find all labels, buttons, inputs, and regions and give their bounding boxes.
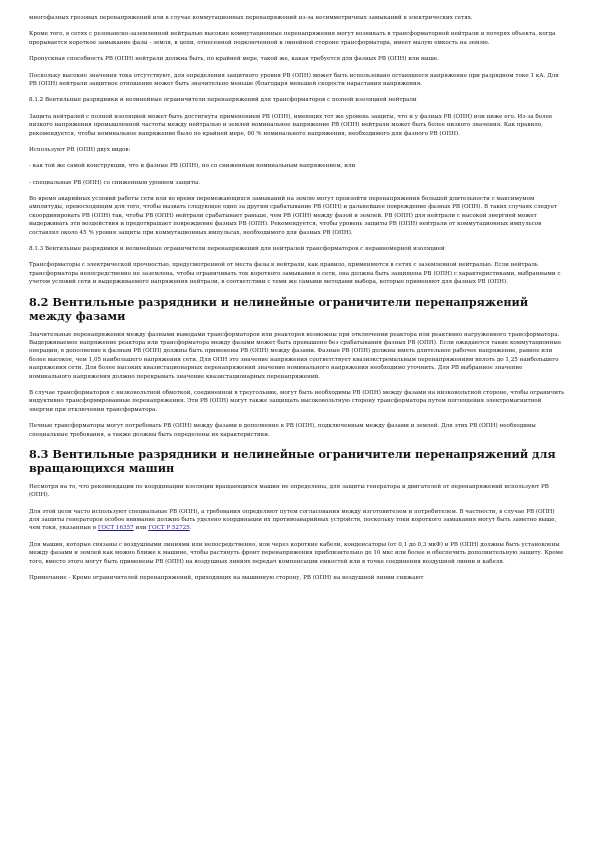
gost-52725-link[interactable]: ГОСТ P 52725 [148,525,190,532]
list-item: - как той же самой конструкции, что и фазные РВ (ОПН), но со сниженным номинальным напряжением, или [29,163,356,170]
paragraph: В случае трансформаторов с низковольтной обмоткой, соединенной в треугольник, могут быть необходимы РВ (ОПН) между фазами на низковольтной стороне, чтобы ограничить индуктивно трансформированные перенапряжения. Эти РВ (ОПН) могут также защищать высоковольтную сторону трансформатора путем поглощения электромагнитной энергии при отключении трансформатора. [29,389,565,413]
gost-16357-link[interactable]: ГОСТ 16357 [97,525,134,532]
section-heading: 8.2 Вентильные разрядники и нелинейные ограничители перенапряжений между фазами [29,294,529,323]
subsection-heading: 8.1.3 Вентильные разрядники и нелинейные ограничители перенапряжений для нейтралей трансформаторов с неравномерной изоляцией [29,246,445,253]
list-item: - специальные РВ (ОПН) со сниженным уровнем защиты. [29,179,201,186]
paragraph: многофазных грозовых перенапряжений или в случае коммутационных перенапряжений из-за несимметричных замыканий в электрических сетях. [29,15,473,21]
paragraph: Значительные перенапряжения между фазными выводами трансформаторов или реакторов возможны при отключении реактора или реактивно нагруженного трансформатора. Выдерживаемое напряжение реактора или трансформатора между фазами может быть превышено без срабатывания фазных РВ (ОПН). Если ожидаются такие коммутационные операции, в дополнение к фазным РВ (ОПН) должны быть применены РВ (ОПН) между фазами. Фазные РВ (ОПН) должны иметь длительное рабочее напряжение, равное или более высокое, чем 1,05 наибольшего напряжения сети. Для ОПН это значение напряжения соответствует квазиэкстремальным перенапряжениям вплоть до 1,25 наибольшего напряжения сети. Для более высоких квазистационарных перенапряжений значение номинального напряжения необходимо уточнить. Для РВ выбранное значение номинального напряжения должно перекрывать значение квазистационарных перенапряжений. [29,331,562,380]
paragraph: Пропускная способность РВ (ОПН) нейтрали должна быть, по крайней мере, такой же, какая требуется для фазных РВ (ОПН) или выше. [29,56,439,63]
paragraph: Кроме того, в сетях с резонансно-заземленной нейтралью высокие коммутационные перенапряжения могут возникать в трансформаторной нейтрали и потерях объекта, когда прерывается короткое замыкание фазы - земля, в цепи, отнесенной подключенной к линейной стороне трансформатора, имеет малую емкость на землю. [29,31,556,46]
paragraph: Используют РВ (ОПН) двух видов: [29,146,131,153]
paragraph: Во время аварийных условий работы сети или во время перемежающихся замыканий на землю могут произойти перенапряжения большой длительности с максимумом амплитуды, превосходящим для того, чтобы вызвать следующее одно за другим срабатывание РВ (ОПН) и дальнейшее повреждение фазных РВ (ОПН). В таких случаях следует скоординировать РВ (ОПН) так, чтобы РВ (ОПН) нейтрали срабатывает раньше, чем РВ (ОПН) между фазой и землей. РВ (ОПН) для нейтрали с высокой энергией может выдерживать эти воздействия и предотвращает повреждение фазных РВ (ОПН). Рекомендуется, чтобы уровень защиты РВ (ОПН) нейтрали от коммутационных импульсов составлял около 45 % уровня защиты при коммутационных импульсах, необходимого для фазных РВ (ОПН). [29,196,558,236]
paragraph: Несмотря на то, что рекомендации по координации изоляции вращающихся машин не определены, для защиты генератора и двигателей от перенапряжений используют РВ (ОПН). [29,483,549,499]
paragraph-with-links [29,508,566,533]
sentence-end: . [189,525,192,532]
paragraph: Поскольку высокие значения тока отсутствуют, для определения защитного уровня РВ (ОПН) может быть использовано остающееся напряжение при разрядном токе 1 кА. Для РВ (ОПН) нейтрали защитное отношение может быть значительно меньше (благодаря меньшей скорости нарастания напряжения. [29,72,559,87]
paragraph-text: Для этой цели часто используют специальные РВ (ОПН), а требования определяют путем согласования между изготовителем и потребителем. В частности, в случае РВ (ОПН) для защиты генераторов особое внимание должно быть уделено координации их противоаварийных устройств, поскольку токи короткого замыкания могут быть заметно выше, чем токи, указанные в [29,508,557,532]
paragraph: Для машин, которые связаны с воздушными линиями или непосредственно, или через короткие кабели, конденсаторы (от 0,1 до 0,3 мкФ) и РВ (ОПН) должны быть установлены между фазами и землей как можно ближе к машине, чтобы растянуть фронт перенапряжения приблизительно до 10 мкс или более и обеспечить дополнительную защиту. Кроме того, вместо этого могут быть применены РВ (ОПН) на воздушных линиях передач компенсации емкостей или в точке соединения воздушной линии и кабеля. [29,541,564,565]
paragraph: Защита нейтралей с полной изоляцией может быть достигнута применением РВ (ОПН), имеющих тот же уровень защиты, что и у фазных РВ (ОПН) или ниже его. Из-за более низкого напряжения промышленной частоты между нейтралью и землей номинальное напряжение РВ (ОПН) нейтрали может быть более низкого значения. Как правило, рекомендуется, чтобы номинальное напряжение было по крайней мере, 60 % номинального напряжения, необходимого для фазного РВ (ОПН). [29,113,553,137]
link-joiner: или [133,525,149,532]
paragraph: Трансформаторы с электрической прочностью, предусмотренной от места фазы к нейтрали, как правило, применяются в сетях с заземленной нейтралью. Если нейтраль трансформатора непосредственно не заземлена, чтобы ограничивать ток короткого замыкания в сети, она должна быть защищена РВ (ОПН) с характеристиками, выбранными с учетом условий сети и выдерживаемого напряжения нейтрали, в соответствии с теми же самыми методами выбора, которые применяют для фазных РВ (ОПН). [29,262,561,286]
subsection-heading: 8.1.2 Вентильные разрядники и нелинейные ограничители перенапряжений для трансформаторов с полной изоляцией нейтрали [29,97,417,104]
paragraph: Печные трансформаторы могут потребовать РВ (ОПН) между фазами в дополнение к РВ (ОПН), подключенным между фазами и землей. Для этих РВ (ОПН) необходимы специальные требования, а также должны быть определены их характеристики. [29,423,536,438]
note-paragraph: Примечание - Кроме ограничителей перенапряжений, приходящих на машинную сторону, РВ (ОПН) на воздушной линии снижают [29,575,424,582]
section-heading: 8.3 Вентильные разрядники и нелинейные ограничители перенапряжений для вращающихся машин [29,446,556,475]
